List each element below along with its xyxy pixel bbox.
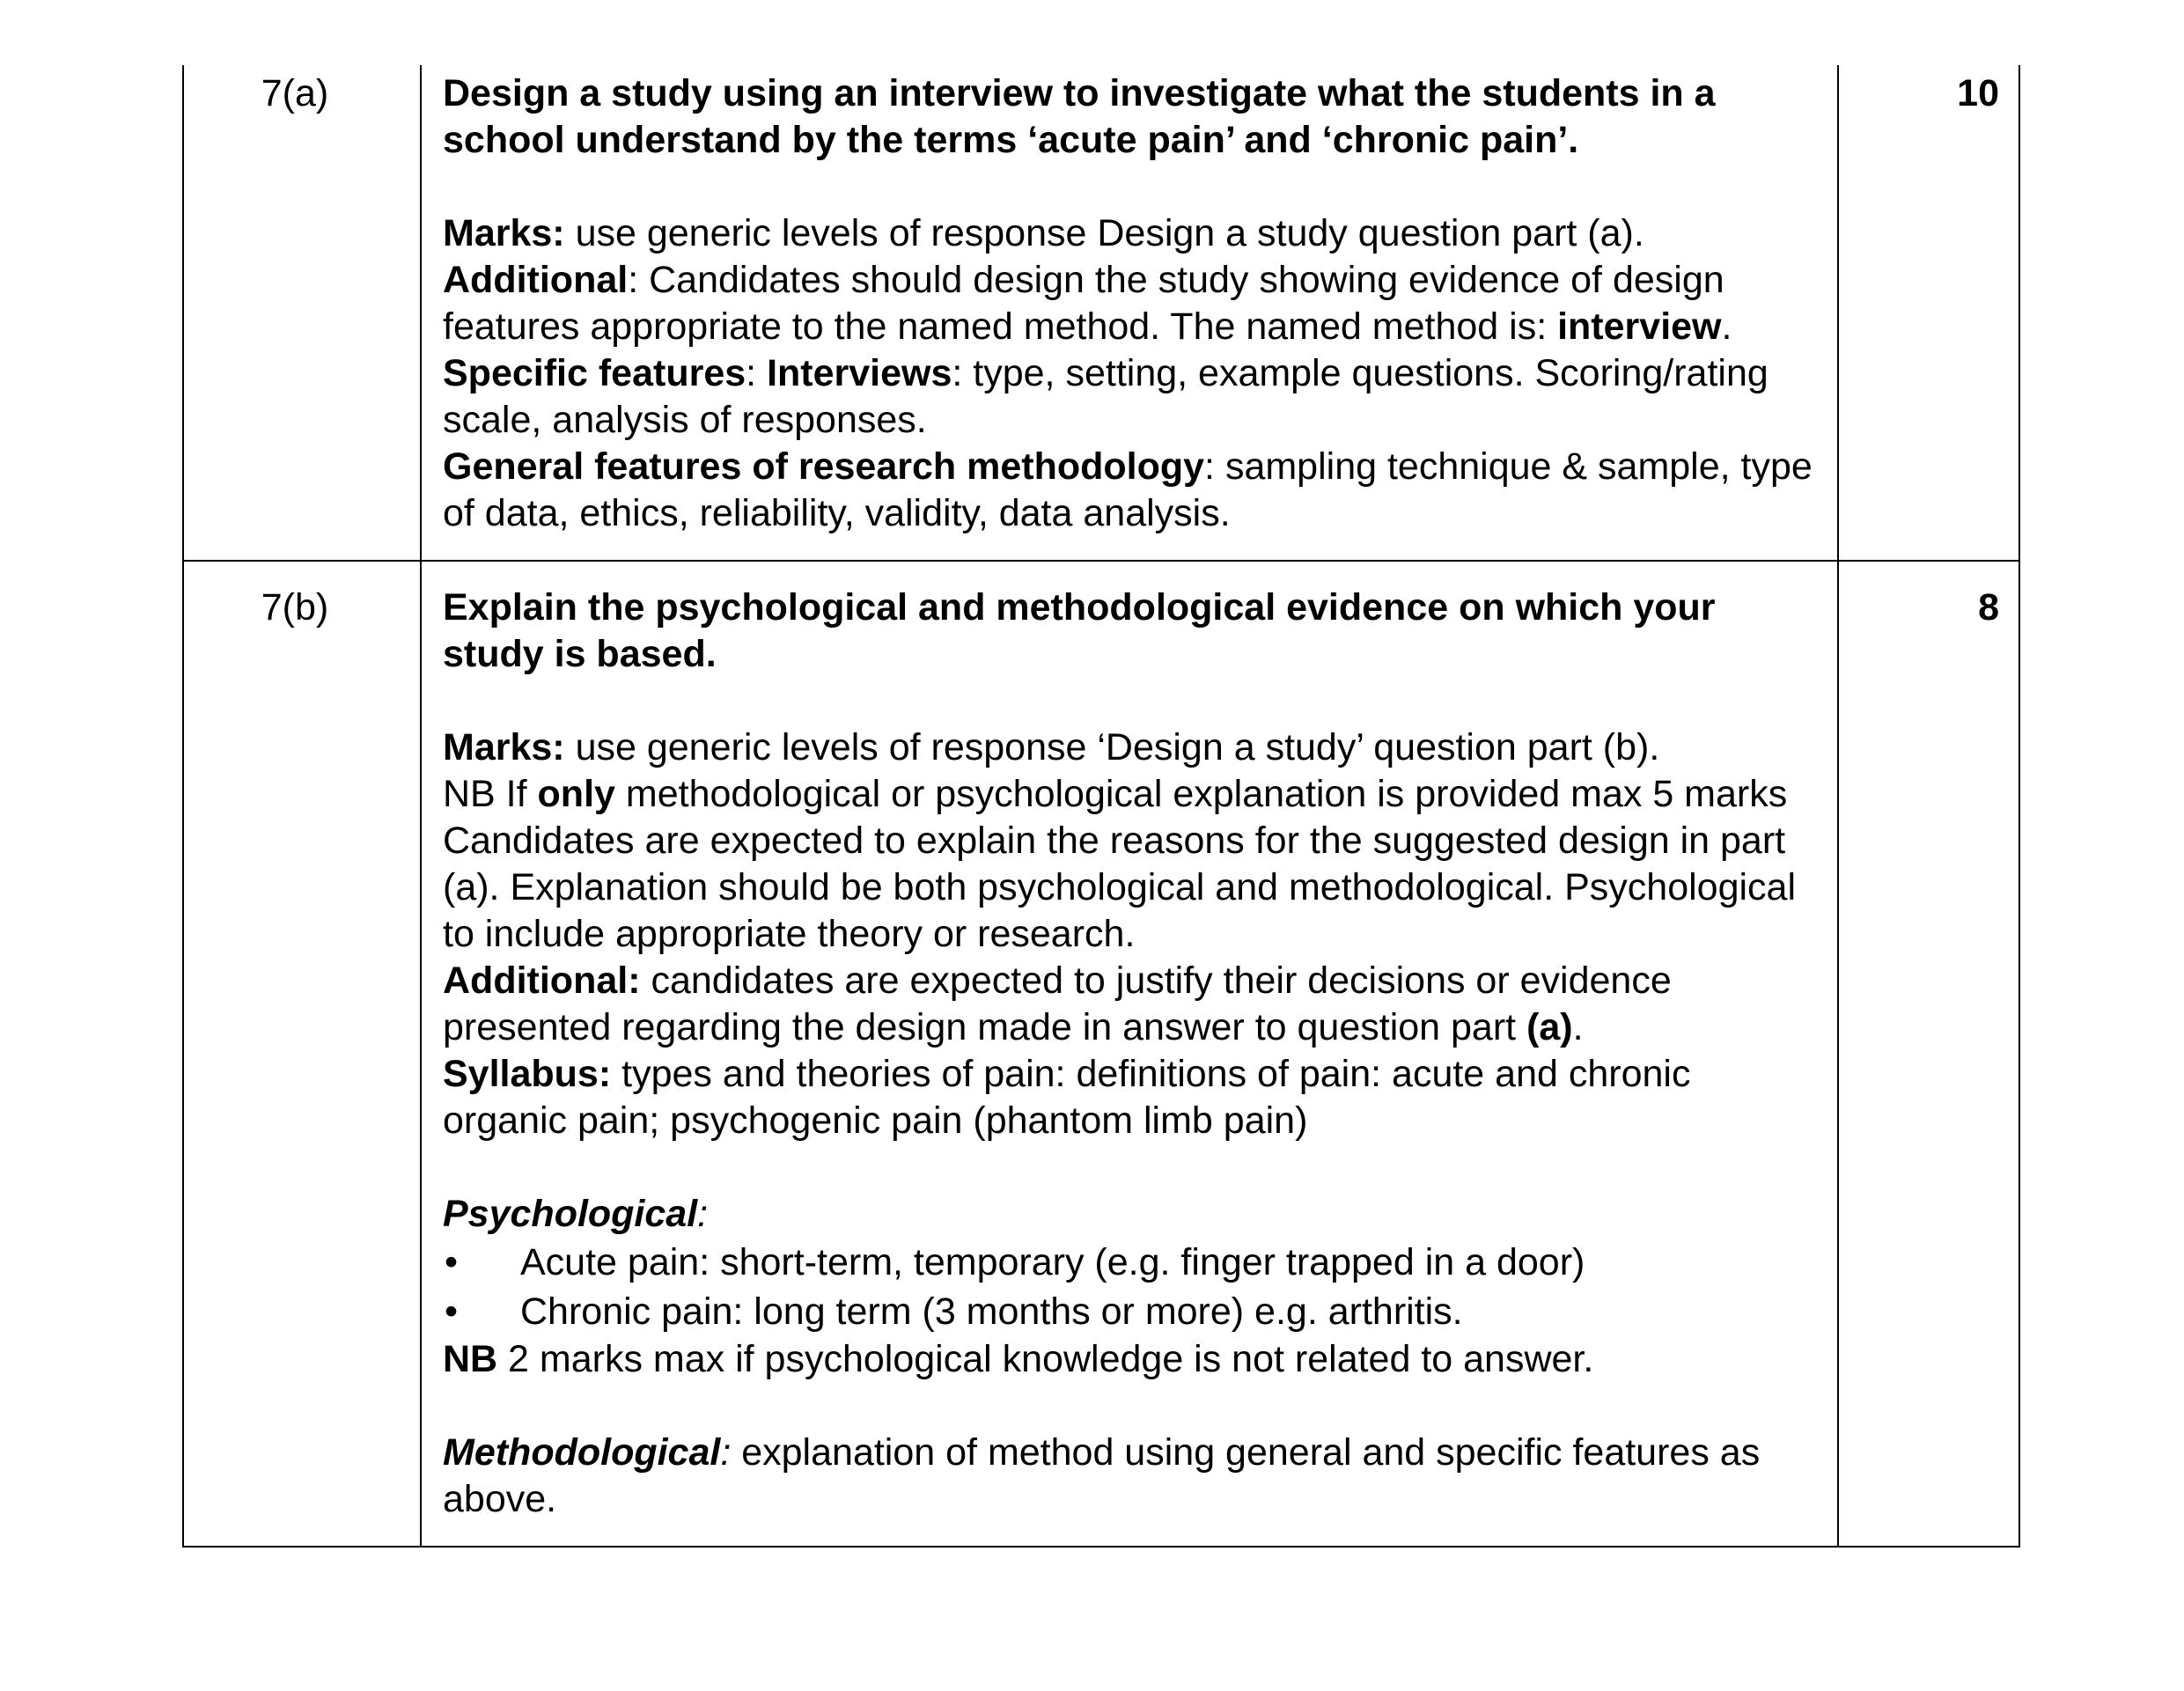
syllabus-label: Syllabus: bbox=[443, 1053, 612, 1095]
specific-text: : type, setting, example questions. Scoring/rating scale, analysis of responses. bbox=[443, 352, 1769, 441]
question-number: 7(b) bbox=[261, 586, 329, 629]
spacer bbox=[443, 678, 1821, 724]
nb-note bbox=[443, 771, 1821, 818]
question-number: 7(a) bbox=[261, 72, 329, 114]
psychological-label: Psychological bbox=[443, 1193, 698, 1235]
question-number-cell bbox=[183, 65, 421, 561]
marks-value: 10 bbox=[1957, 72, 1999, 114]
expected-text: Candidates are expected to explain the reasons for the suggested design in part (a). Explanation should be both psychological and methodological. Psychological to include appropriate theory or research. bbox=[443, 820, 1797, 955]
question-prompt: Design a study using an interview to investigate what the students in a school understand by the terms ‘acute pain’ and ‘chronic pain’. bbox=[443, 72, 1716, 161]
marks-label: Marks: bbox=[443, 726, 565, 768]
bullet-icon: • bbox=[445, 1290, 459, 1333]
marks-cell bbox=[1838, 65, 2019, 561]
bullet-icon: • bbox=[445, 1241, 459, 1283]
bullet-text: Chronic pain: long term (3 months or more) e.g. arthritis. bbox=[520, 1290, 1463, 1333]
table-row bbox=[183, 65, 2019, 561]
named-method: interview bbox=[1557, 305, 1722, 348]
marks-text: use generic levels of response ‘Design a study’ question part (b). bbox=[564, 726, 1660, 768]
psychological-heading bbox=[443, 1191, 1821, 1238]
nb-text: methodological or psychological explanation is provided max 5 marks bbox=[614, 773, 1788, 815]
additional-label: Additional: bbox=[443, 959, 641, 1002]
additional-text: candidates are expected to justify their decisions or evidence presented regarding the design made in answer to question part bbox=[443, 959, 1672, 1048]
nb2-text: 2 marks max if psychological knowledge is not related to answer. bbox=[497, 1338, 1594, 1380]
specific-sep: : bbox=[746, 352, 768, 394]
nb-marks-note bbox=[443, 1336, 1821, 1383]
question-prompt: Explain the psychological and methodological evidence on which your study is based. bbox=[443, 586, 1716, 675]
marks-guidance bbox=[443, 724, 1821, 771]
nb2-label: NB bbox=[443, 1338, 498, 1380]
list-item bbox=[443, 1238, 1821, 1287]
answer-cell bbox=[421, 561, 1838, 1547]
marks-guidance bbox=[443, 210, 1821, 257]
syllabus-text: types and theories of pain: definitions of pain: acute and chronic organic pain; psychogenic pain (phantom limb pain) bbox=[443, 1053, 1691, 1142]
psychological-colon: : bbox=[697, 1193, 709, 1235]
named-method-end: . bbox=[1721, 305, 1732, 348]
spacer bbox=[443, 1144, 1821, 1191]
marks-text: use generic levels of response Design a study question part (a). bbox=[564, 212, 1644, 254]
marks-label: Marks: bbox=[443, 212, 565, 254]
table-row bbox=[183, 561, 2019, 1547]
methodological-text: explanation of method using general and specific features as above. bbox=[443, 1431, 1761, 1520]
list-item bbox=[443, 1287, 1821, 1336]
additional-guidance bbox=[443, 257, 1821, 350]
marks-cell bbox=[1838, 561, 2019, 1547]
answer-cell bbox=[421, 65, 1838, 561]
syllabus-note bbox=[443, 1051, 1821, 1144]
general-features bbox=[443, 444, 1821, 537]
specific-label: Specific features bbox=[443, 352, 746, 394]
bullet-list bbox=[443, 1238, 1821, 1336]
nb-prefix: NB If bbox=[443, 773, 538, 815]
spacer bbox=[443, 1383, 1821, 1430]
methodological-note bbox=[443, 1430, 1821, 1523]
general-label: General features of research methodology bbox=[443, 445, 1205, 488]
specific-features bbox=[443, 350, 1821, 444]
question-number-cell bbox=[183, 561, 421, 1547]
additional-part: (a) bbox=[1526, 1006, 1573, 1048]
spacer bbox=[443, 164, 1821, 210]
additional-label: Additional bbox=[443, 259, 629, 301]
additional-end: . bbox=[1572, 1006, 1584, 1048]
nb-only: only bbox=[537, 773, 615, 815]
methodological-label: Methodological bbox=[443, 1431, 721, 1474]
methodological-colon: : bbox=[720, 1431, 732, 1474]
interviews-label: Interviews bbox=[767, 352, 952, 394]
additional-guidance bbox=[443, 958, 1821, 1051]
bullet-text: Acute pain: short-term, temporary (e.g. finger trapped in a door) bbox=[520, 1241, 1585, 1283]
additional-text: : Candidates should design the study showing evidence of design features appropriate to the named method. The named method is: bbox=[443, 259, 1724, 348]
marks-value: 8 bbox=[1978, 586, 1999, 629]
mark-scheme-table bbox=[182, 65, 2020, 1548]
general-text: : sampling technique & sample, type of data, ethics, reliability, validity, data analysis. bbox=[443, 445, 1813, 534]
